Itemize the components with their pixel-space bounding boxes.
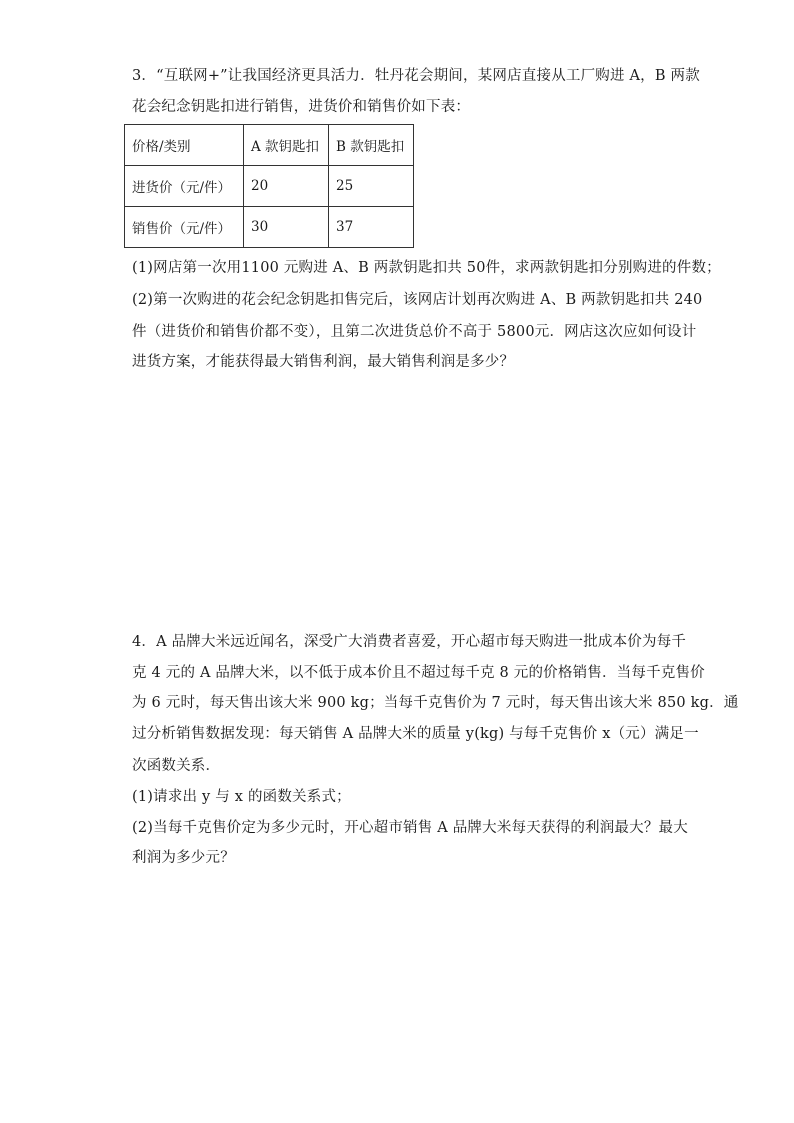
table-row — [125, 166, 414, 207]
q4-question-text-line3: 为 6 元时，每天售出该大米 900 kg；当每千克售价为 7 元时，每天售出该大米 850 kg．通 — [132, 695, 739, 711]
table-cell: 销售价（元/件） — [125, 207, 244, 248]
q4-question-text-line4: 过分析销售数据发现：每天销售 A 品牌大米的质量 y(kg) 与每千克售价 x（元）满足一 — [132, 726, 699, 742]
q3-question-text: 3．“互联网+”让我国经济更具活力．牡丹花会期间，某网店直接从工厂购进 A，B 两款 — [132, 68, 700, 84]
table-header-cell: B 款钥匙扣 — [329, 125, 414, 166]
q4-part2-line2: 利润为多少元？ — [132, 850, 235, 866]
q3-part2-line3: 进货方案，才能获得最大销售利润，最大销售利润是多少？ — [132, 354, 515, 370]
q4-part1: (1)请求出 y 与 x 的函数关系式； — [132, 789, 351, 805]
q4-question-text-line5: 次函数关系． — [132, 758, 221, 774]
q3-part2-line2: 件（进货价和销售价都不变），且第二次进货总价不高于 5800元．网店这次应如何设计 — [132, 324, 697, 340]
price-table — [124, 124, 414, 248]
table-header-cell: 价格/类别 — [125, 125, 244, 166]
table-cell: 20 — [244, 166, 329, 207]
table-cell: 进货价（元/件） — [125, 166, 244, 207]
q4-part2-line1: (2)当每千克售价定为多少元时，开心超市销售 A 品牌大米每天获得的利润最大？最大 — [132, 820, 688, 836]
q3-part1: (1)网店第一次用1100 元购进 A、B 两款钥匙扣共 50件，求两款钥匙扣分别购进的件数； — [132, 260, 721, 276]
table-header-cell: A 款钥匙扣 — [244, 125, 329, 166]
q4-question-text-line1: 4．A 品牌大米远近闻名，深受广大消费者喜爱，开心超市每天购进一批成本价为每千 — [132, 634, 687, 650]
table-cell: 37 — [329, 207, 414, 248]
table-cell: 30 — [244, 207, 329, 248]
table-row — [125, 207, 414, 248]
q3-part2-line1: (2)第一次购进的花会纪念钥匙扣售完后，该网店计划再次购进 A、B 两款钥匙扣共 240 — [132, 292, 703, 308]
q3-question-text-line2: 花会纪念钥匙扣进行销售，进货价和销售价如下表： — [132, 99, 471, 115]
table-cell: 25 — [329, 166, 414, 207]
table-header-row — [125, 125, 414, 166]
q4-question-text-line2: 克 4 元的 A 品牌大米，以不低于成本价且不超过每千克 8 元的价格销售．当每千克售价 — [132, 665, 705, 681]
